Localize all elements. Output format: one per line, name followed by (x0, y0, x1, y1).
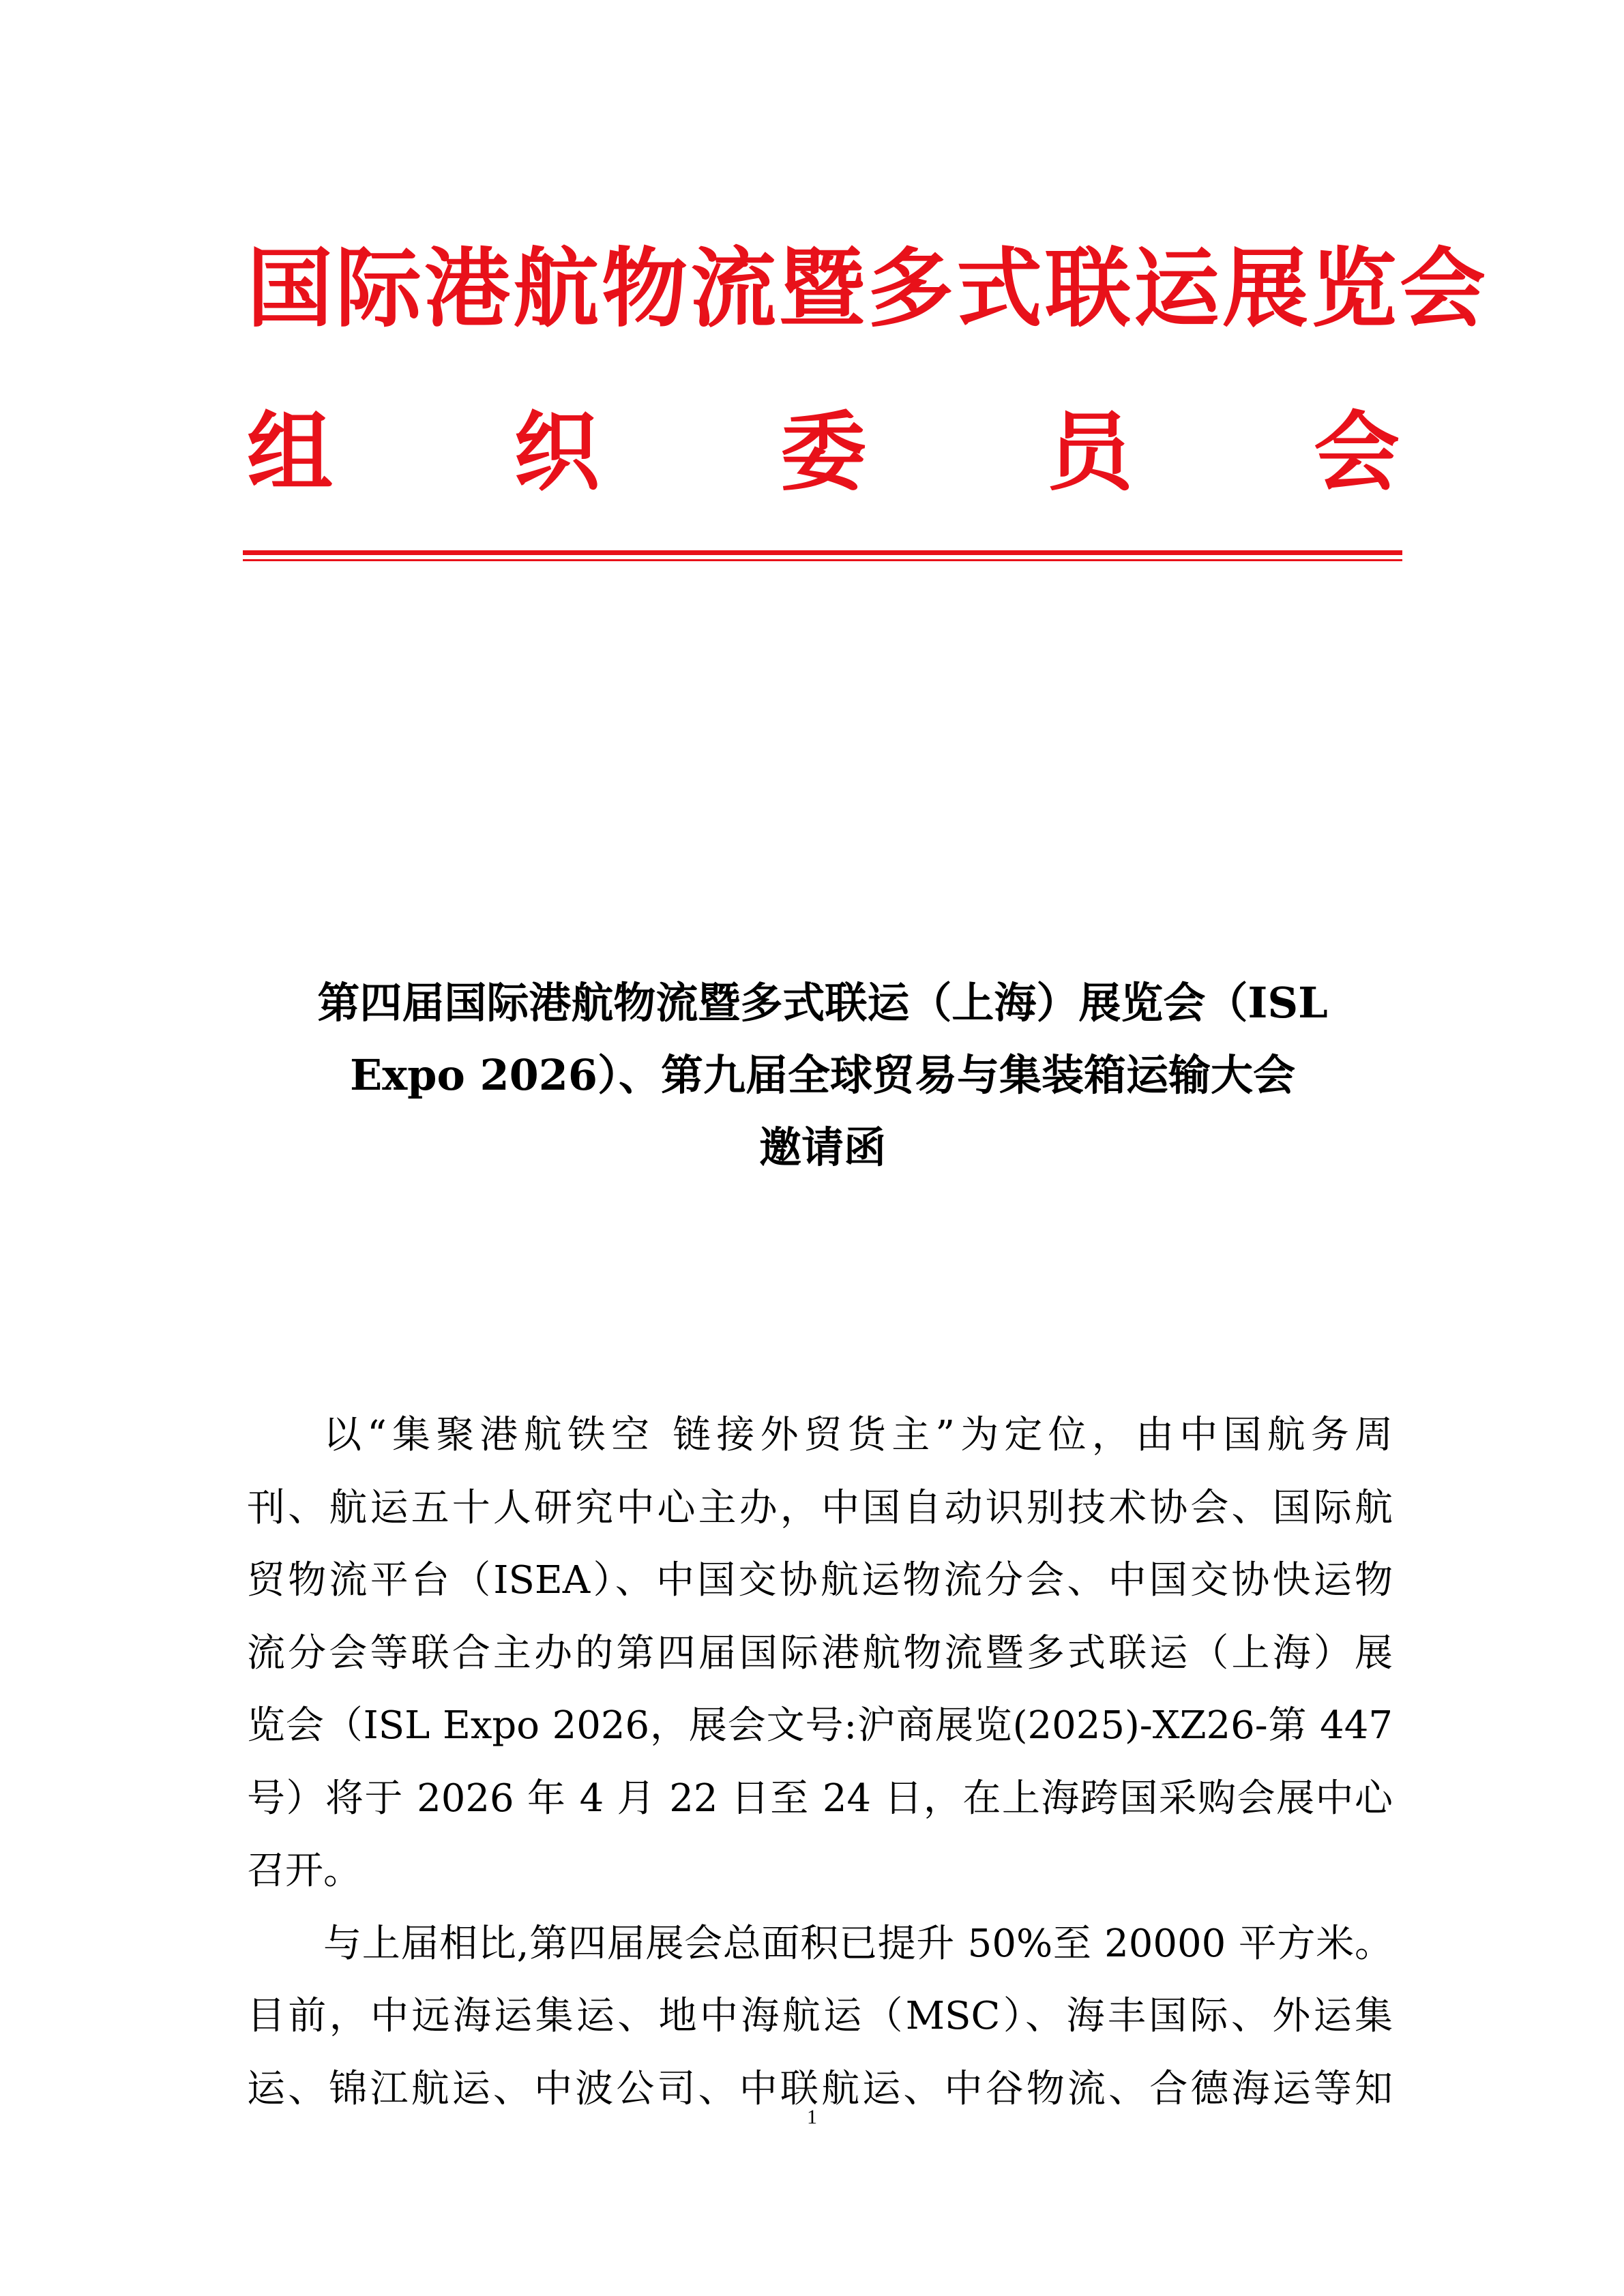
organization-subtitle (247, 394, 1400, 510)
red-divider-thin (243, 559, 1402, 561)
text-line: 贸物流平台（ISEA）、中国交协航运物流分会、中国交协快运物 (247, 1558, 1393, 1602)
text-line: 览会（ISL Expo 2026，展会文号:沪商展览(2025)-XZ26-第 447 (247, 1703, 1393, 1748)
subtitle-char: 员 (1047, 402, 1133, 503)
text-line: 流分会等联合主办的第四届国际港航物流暨多式联运（上海）展 (247, 1630, 1393, 1675)
paragraph-1 (247, 1399, 1393, 1908)
red-divider-thick (243, 550, 1402, 555)
text-line: 召开。 (247, 1849, 361, 1893)
organization-title: 国际港航物流暨多式联运展览会 (247, 238, 1488, 339)
text-line: 运、锦江航运、中波公司、中联航运、中谷物流、合德海运等知 (247, 2066, 1393, 2111)
document-title (243, 967, 1402, 1184)
title-line: 第四届国际港航物流暨多式联运（上海）展览会（ISL (317, 978, 1328, 1028)
subtitle-char: 会 (1314, 402, 1400, 503)
text-line: 与上届相比,第四届展会总面积已提升 50%至 20000 平方米。 (323, 1921, 1393, 1966)
document-body (247, 1399, 1393, 2126)
text-line: 目前，中远海运集运、地中海航运（MSC）、海丰国际、外运集 (247, 1994, 1393, 2038)
text-line: 以“集聚港航铁空 链接外贸货主”为定位，由中国航务周 (323, 1413, 1393, 1457)
page-number: 1 (807, 2106, 817, 2128)
subtitle-char: 委 (780, 402, 866, 503)
title-line: Expo 2026）、第九届全球贸易与集装箱运输大会 (349, 1050, 1296, 1100)
paragraph-2 (247, 1908, 1393, 2126)
text-line: 刊、航运五十人研究中心主办，中国自动识别技术协会、国际航 (247, 1485, 1393, 1530)
subtitle-char: 组 (247, 402, 333, 503)
subtitle-char: 织 (514, 402, 600, 503)
text-line: 号）将于 2026 年 4 月 22 日至 24 日，在上海跨国采购会展中心 (247, 1776, 1393, 1821)
title-line: 邀请函 (758, 1122, 886, 1172)
